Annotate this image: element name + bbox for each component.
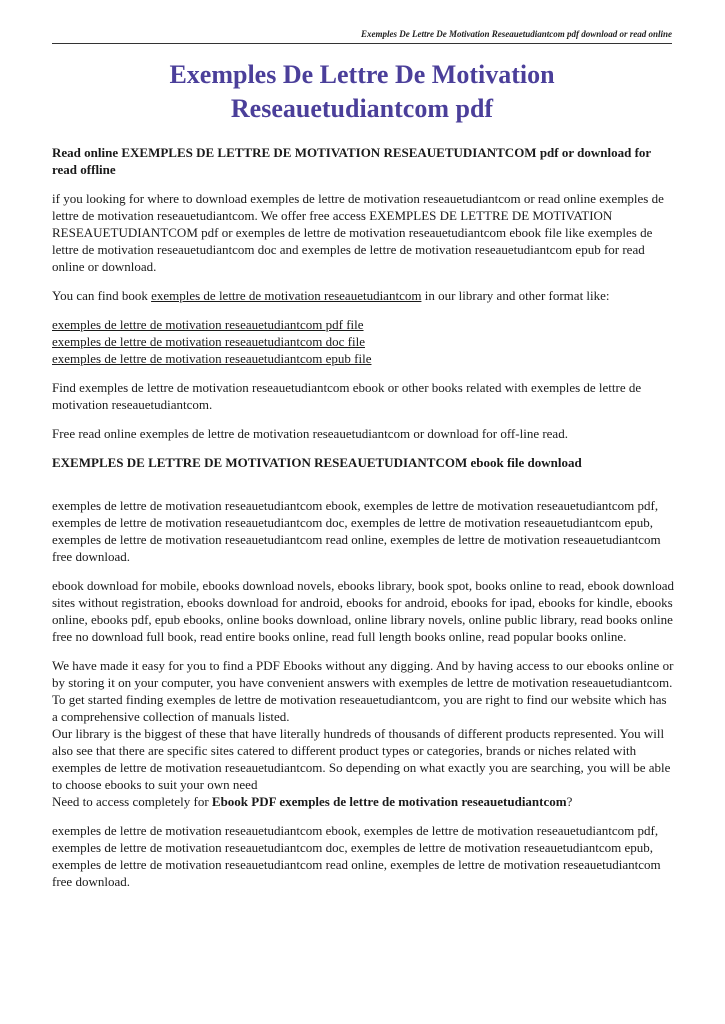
- need-access-paragraph: [52, 793, 674, 810]
- keywords-paragraph-3: exemples de lettre de motivation reseauetudiantcom ebook, exemples de lettre de motivation reseauetudiantcom pdf, exemples de lettre de motivation reseauetudiantcom doc, exemples de lettre de motivation reseauetudiantcom epub, exemples de lettre de motivation reseauetudiantcom read online, exemples de lettre de motivation reseauetudiantcom free download.: [52, 823, 661, 889]
- keywords-paragraph-1: exemples de lettre de motivation reseauetudiantcom ebook, exemples de lettre de motivation reseauetudiantcom pdf, exemples de lettre de motivation reseauetudiantcom doc, exemples de lettre de motivation reseauetudiantcom epub, exemples de lettre de motivation reseauetudiantcom read online, exemples de lettre de motivation reseauetudiantcom free download.: [52, 498, 661, 564]
- book-link[interactable]: exemples de lettre de motivation reseauetudiantcom: [151, 288, 422, 303]
- easy-paragraph: We have made it easy for you to find a PDF Ebooks without any digging. And by having access to our ebooks online or by storing it on your computer, you have convenient answers with exemples de lettre de motivation reseauetudiantcom. To get started finding exemples de lettre de motivation reseauetudiantcom, you are right to find our website which has a comprehensive collection of manuals listed.: [52, 658, 674, 724]
- format-links: [52, 316, 674, 367]
- free-read-paragraph: Free read online exemples de lettre de motivation reseauetudiantcom or download for off-line read.: [52, 426, 568, 441]
- find-suffix: in our library and other format like:: [421, 288, 610, 303]
- intro-heading: Read online EXEMPLES DE LETTRE DE MOTIVATION RESEAUETUDIANTCOM pdf or download for read offline: [52, 145, 651, 177]
- need-bold: Ebook PDF exemples de lettre de motivation reseauetudiantcom: [211, 794, 567, 809]
- running-header: Exemples De Lettre De Motivation Reseauetudiantcom pdf download or read online: [361, 29, 672, 39]
- header-divider: [52, 43, 672, 44]
- doc-file-link[interactable]: exemples de lettre de motivation reseauetudiantcom doc file: [52, 334, 365, 349]
- need-suffix: ?: [566, 794, 573, 809]
- library-paragraph: Our library is the biggest of these that have literally hundreds of thousands of different products represented. You will also see that there are specific sites catered to different product types or categories, brands or niches related with exemples de lettre de motivation reseauetudiantcom. So depending on what exactly you are searching, you will be able to choose ebooks to suit your own need: [52, 726, 671, 792]
- section-heading: EXEMPLES DE LETTRE DE MOTIVATION RESEAUETUDIANTCOM ebook file download: [52, 455, 582, 470]
- need-prefix: Need to access completely for: [52, 794, 212, 809]
- find-ebook-paragraph: Find exemples de lettre de motivation reseauetudiantcom ebook or other books related with exemples de lettre de motivation reseauetudiantcom.: [52, 380, 642, 412]
- title-line-2: Reseauetudiantcom pdf: [230, 94, 494, 123]
- document-body: [52, 144, 674, 902]
- find-prefix: You can find book: [52, 288, 152, 303]
- title-line-1: Exemples De Lettre De Motivation: [169, 60, 555, 89]
- page-title: [52, 58, 672, 126]
- keywords-paragraph-2: ebook download for mobile, ebooks download novels, ebooks library, book spot, books online to read, ebook download sites without registration, ebooks download for android, ebooks for android, ebooks for ipad, ebooks for kindle, ebooks online, ebooks pdf, epub ebooks, online books download, online library novels, online public library, read books online free no download full book, read entire books online, read full length books online, read popular books online.: [52, 578, 674, 644]
- pdf-file-link[interactable]: exemples de lettre de motivation reseauetudiantcom pdf file: [52, 317, 364, 332]
- intro-paragraph: if you looking for where to download exemples de lettre de motivation reseauetudiantcom or read online exemples de lettre de motivation reseauetudiantcom. We offer free access EXEMPLES DE LETTRE DE MOTIVATION RESEAUETUDIANTCOM pdf or exemples de lettre de motivation reseauetudiantcom ebook file like exemples de lettre de motivation reseauetudiantcom doc and exemples de lettre de motivation reseauetudiantcom epub for read online or download.: [52, 191, 664, 274]
- epub-file-link[interactable]: exemples de lettre de motivation reseauetudiantcom epub file: [52, 351, 372, 366]
- find-book-paragraph: [52, 287, 674, 304]
